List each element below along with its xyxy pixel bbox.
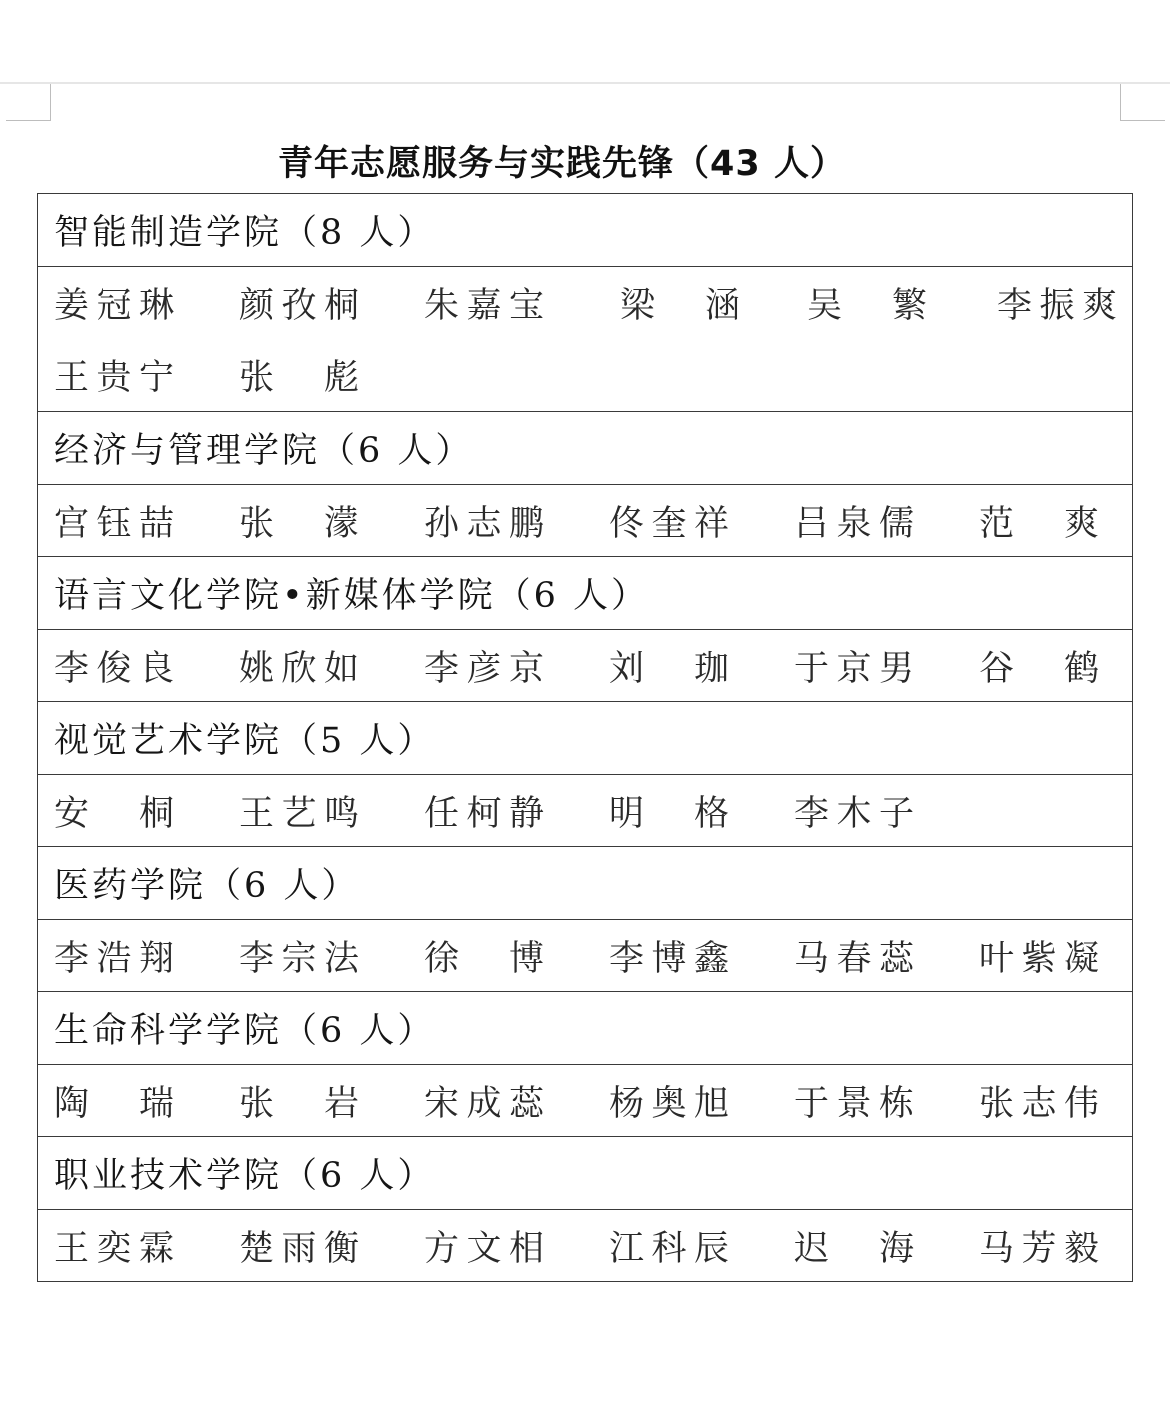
top-blank-strip: [0, 0, 1170, 82]
name-char: 奕: [96, 1228, 132, 1269]
name-char: 姚: [239, 648, 275, 689]
name-char: 伟: [1063, 1083, 1099, 1124]
name-char: 儒: [878, 503, 914, 544]
name-char: 朱: [424, 286, 460, 326]
student-name: [239, 775, 359, 846]
student-name: [424, 1210, 544, 1281]
names-line: [54, 775, 1132, 846]
name-char: 颜: [239, 286, 275, 326]
student-name: [609, 485, 729, 556]
name-char: 相: [508, 1228, 544, 1269]
name-char: 宁: [138, 358, 174, 398]
name-char: 男: [878, 648, 914, 689]
name-char: 谷: [979, 648, 1015, 689]
name-char: 奥: [651, 1083, 687, 1124]
name-char: 成: [466, 1083, 502, 1124]
student-name: [979, 485, 1099, 556]
document-title: 青年志愿服务与实践先锋（43 人）: [278, 144, 846, 184]
name-char: 祥: [693, 503, 729, 544]
name-char: 明: [609, 793, 645, 834]
name-char: 张: [239, 503, 275, 544]
name-char: 杨: [609, 1083, 645, 1124]
name-char: 吕: [794, 503, 830, 544]
name-char: 李: [997, 286, 1033, 326]
name-char: 李: [239, 938, 275, 979]
student-name: [239, 267, 359, 339]
name-char: 繁: [891, 286, 927, 326]
names-row: [38, 1065, 1132, 1137]
name-char: 姜: [54, 286, 90, 326]
names-row: [38, 1210, 1132, 1282]
name-char: 彦: [466, 648, 502, 689]
name-char: 钰: [96, 503, 132, 544]
name-char: 方: [424, 1228, 460, 1269]
names-row: [38, 267, 1132, 412]
name-char: 志: [466, 503, 502, 544]
student-name: [609, 1065, 729, 1136]
name-char: 任: [424, 793, 460, 834]
student-name: [239, 339, 359, 411]
name-char: 艺: [281, 793, 317, 834]
name-char: 鹤: [1063, 648, 1099, 689]
names-row: [38, 775, 1132, 847]
name-char: 宝: [508, 286, 544, 326]
student-name: [424, 920, 544, 991]
name-char: 王: [54, 358, 90, 398]
name-char: 瑞: [138, 1083, 174, 1124]
name-char: 鑫: [693, 938, 729, 979]
names-line: [54, 339, 1132, 411]
student-name: [424, 630, 544, 701]
name-char: 刘: [609, 648, 645, 689]
student-name: [424, 267, 544, 339]
name-char: 宗: [281, 938, 317, 979]
student-name: [979, 1065, 1099, 1136]
names-line: [54, 920, 1132, 991]
student-name: [54, 1065, 174, 1136]
name-char: 冠: [96, 286, 132, 326]
name-char: 浩: [96, 938, 132, 979]
name-char: 蕊: [878, 938, 914, 979]
name-char: 景: [836, 1083, 872, 1124]
student-name: [609, 920, 729, 991]
name-char: 王: [239, 793, 275, 834]
name-char: 马: [794, 938, 830, 979]
name-char: 鸣: [323, 793, 359, 834]
name-char: 翔: [138, 938, 174, 979]
name-char: 嘉: [466, 286, 502, 326]
crop-mark-left: [6, 84, 51, 121]
name-char: 陶: [54, 1083, 90, 1124]
student-name: [54, 267, 174, 339]
name-char: 佟: [609, 503, 645, 544]
student-name: [794, 1065, 914, 1136]
name-char: 李: [424, 648, 460, 689]
name-char: 文: [466, 1228, 502, 1269]
name-char: 宋: [424, 1083, 460, 1124]
names-line: [54, 1210, 1132, 1281]
names-line: [54, 267, 1132, 339]
name-char: 泉: [836, 503, 872, 544]
student-name: [54, 920, 174, 991]
student-name: [424, 485, 544, 556]
name-char: 奎: [651, 503, 687, 544]
honor-list-table: [37, 193, 1133, 1282]
name-char: 凝: [1063, 938, 1099, 979]
name-char: 王: [54, 1228, 90, 1269]
name-char: 马: [979, 1228, 1015, 1269]
name-char: 于: [794, 648, 830, 689]
name-char: 雨: [281, 1228, 317, 1269]
name-char: 京: [508, 648, 544, 689]
student-name: [609, 630, 729, 701]
name-char: 孙: [424, 503, 460, 544]
name-char: 江: [609, 1228, 645, 1269]
names-row: [38, 485, 1132, 557]
student-name: [794, 920, 914, 991]
student-name: [979, 630, 1099, 701]
name-char: 桐: [138, 793, 174, 834]
name-char: 喆: [138, 503, 174, 544]
college-header: 智能制造学院（8 人）: [38, 194, 1132, 267]
name-char: 贵: [96, 358, 132, 398]
name-char: 科: [651, 1228, 687, 1269]
student-name: [997, 267, 1117, 339]
name-char: 格: [693, 793, 729, 834]
student-name: [54, 630, 174, 701]
name-char: 张: [239, 1083, 275, 1124]
student-name: [979, 1210, 1099, 1281]
college-header: 语言文化学院•新媒体学院（6 人）: [38, 557, 1132, 630]
name-char: 如: [323, 648, 359, 689]
name-char: 彪: [323, 358, 359, 398]
name-char: 博: [651, 938, 687, 979]
name-char: 琳: [138, 286, 174, 326]
name-char: 李: [54, 938, 90, 979]
name-char: 叶: [979, 938, 1015, 979]
student-name: [54, 485, 174, 556]
student-name: [979, 920, 1099, 991]
student-name: [54, 339, 174, 411]
college-header: 生命科学学院（6 人）: [38, 992, 1132, 1065]
name-char: 张: [239, 358, 275, 398]
name-char: 吴: [807, 286, 843, 326]
name-char: 霖: [138, 1228, 174, 1269]
name-char: 爽: [1081, 286, 1117, 326]
name-char: 李: [609, 938, 645, 979]
name-char: 涵: [704, 286, 740, 326]
student-name: [794, 775, 914, 846]
student-name: [424, 775, 544, 846]
name-char: 子: [878, 793, 914, 834]
name-char: 春: [836, 938, 872, 979]
name-char: 李: [54, 648, 90, 689]
name-char: 旭: [693, 1083, 729, 1124]
name-char: 毅: [1063, 1228, 1099, 1269]
college-header: 职业技术学院（6 人）: [38, 1137, 1132, 1210]
name-char: 海: [878, 1228, 914, 1269]
name-char: 欣: [281, 648, 317, 689]
student-name: [620, 267, 740, 339]
name-char: 木: [836, 793, 872, 834]
name-char: 李: [794, 793, 830, 834]
name-char: 张: [979, 1083, 1015, 1124]
student-name: [54, 1210, 174, 1281]
name-char: 濛: [323, 503, 359, 544]
name-char: 楚: [239, 1228, 275, 1269]
student-name: [239, 1065, 359, 1136]
page-top-divider: [0, 82, 1170, 84]
name-char: 博: [508, 938, 544, 979]
student-name: [54, 775, 174, 846]
student-name: [239, 1210, 359, 1281]
student-name: [239, 630, 359, 701]
college-header: 医药学院（6 人）: [38, 847, 1132, 920]
names-row: [38, 630, 1132, 702]
name-char: 桐: [323, 286, 359, 326]
name-char: 芳: [1021, 1228, 1057, 1269]
name-char: 俊: [96, 648, 132, 689]
name-char: 辰: [693, 1228, 729, 1269]
student-name: [424, 1065, 544, 1136]
crop-mark-right: [1120, 84, 1165, 121]
name-char: 静: [508, 793, 544, 834]
name-char: 于: [794, 1083, 830, 1124]
name-char: 爽: [1063, 503, 1099, 544]
student-name: [794, 485, 914, 556]
student-name: [794, 1210, 914, 1281]
name-char: 志: [1021, 1083, 1057, 1124]
name-char: 徐: [424, 938, 460, 979]
name-char: 良: [138, 648, 174, 689]
name-char: 孜: [281, 286, 317, 326]
student-name: [239, 485, 359, 556]
student-name: [807, 267, 927, 339]
student-name: [609, 1210, 729, 1281]
college-header: 经济与管理学院（6 人）: [38, 412, 1132, 485]
name-char: 柯: [466, 793, 502, 834]
name-char: 衡: [323, 1228, 359, 1269]
name-char: 岩: [323, 1083, 359, 1124]
name-char: 京: [836, 648, 872, 689]
name-char: 法: [323, 938, 359, 979]
names-row: [38, 920, 1132, 992]
name-char: 紫: [1021, 938, 1057, 979]
name-char: 鹏: [508, 503, 544, 544]
college-header: 视觉艺术学院（5 人）: [38, 702, 1132, 775]
name-char: 梁: [620, 286, 656, 326]
name-char: 珈: [693, 648, 729, 689]
student-name: [794, 630, 914, 701]
names-line: [54, 630, 1132, 701]
name-char: 宫: [54, 503, 90, 544]
student-name: [239, 920, 359, 991]
names-line: [54, 485, 1132, 556]
name-char: 范: [979, 503, 1015, 544]
names-line: [54, 1065, 1132, 1136]
name-char: 迟: [794, 1228, 830, 1269]
name-char: 蕊: [508, 1083, 544, 1124]
student-name: [609, 775, 729, 846]
name-char: 栋: [878, 1083, 914, 1124]
name-char: 振: [1039, 286, 1075, 326]
name-char: 安: [54, 793, 90, 834]
